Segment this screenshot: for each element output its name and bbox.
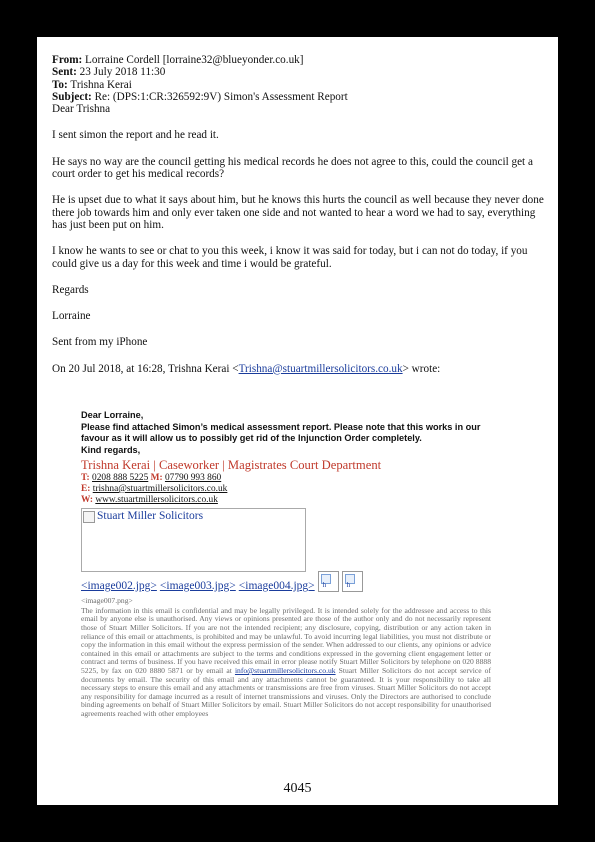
sent-label: Sent: bbox=[52, 66, 77, 79]
email-value[interactable]: trishna@stuartmillersolicitors.co.uk bbox=[92, 483, 228, 494]
disclaimer-email-link[interactable]: info@stuartmillersolicitors.co.uk bbox=[234, 665, 336, 675]
quote-intro bbox=[52, 363, 552, 375]
quoted-kind-regards: Kind regards, bbox=[81, 444, 141, 455]
broken-image-thumb-1[interactable] bbox=[318, 571, 339, 592]
disclaimer-part-1: The information in this email is confidential and may be legally privileged. It is intended solely for the addressee and access to this email by anyone else is unauthorised. Any views or opinions presented are those of the author only and do not necessarily represent those of Stuart Miller Solicitors. If you are not the intended recipient; any disclosure, copying, distribution or any action taken in reliance of this email or attachments, is prohibited and may be unlawful. To avoid incurring legal liabilities, you must not distribute or copy the information in this email without the express permission of the sender. When addressed to our clients, any opinions or advice contained in this email or attachments are subject to the terms and conditions expressed in the governing client engagement letter or contract and terms of business. If you have received this email in error please notify Stuart Miller Solicitors by telephone on 020 8888 5225, by fax on 020 8880 5871 or by email at bbox=[81, 605, 491, 675]
email-label: E: bbox=[81, 483, 91, 494]
subject-value: Re: (DPS:1:CR:326592:9V) Simon's Assessment Report bbox=[94, 90, 348, 103]
subject-label: Subject: bbox=[52, 90, 92, 103]
mobile-label: M: bbox=[150, 473, 163, 484]
sender-name: Lorraine bbox=[52, 310, 91, 323]
greeting: Dear Trishna bbox=[52, 103, 111, 116]
quote-intro-pre: On 20 Jul 2018, at 16:28, Trishna Kerai < bbox=[52, 362, 239, 375]
from-value: Lorraine Cordell [lorraine32@blueyonder.co.uk] bbox=[85, 54, 304, 66]
paragraph-3: He is upset due to what it says about him, but he knows this hurts the council as well because they never done there job towards him and only ever taken one side and not wanted to hear a word we had to say, everything has just been put on him. bbox=[52, 194, 544, 231]
quote-email-link[interactable]: Trishna@stuartmillersolicitors.co.uk bbox=[238, 362, 403, 375]
quote-intro-post: > wrote: bbox=[402, 362, 441, 375]
web-label: W: bbox=[81, 494, 93, 505]
mobile-value[interactable]: 07790 993 860 bbox=[164, 473, 222, 484]
sent-value: 23 July 2018 11:30 bbox=[79, 66, 166, 79]
web-value[interactable]: www.stuartmillersolicitors.co.uk bbox=[95, 494, 218, 505]
image-attachments bbox=[81, 576, 491, 592]
image-link-002[interactable]: <image002.jpg> bbox=[81, 580, 157, 593]
quoted-message bbox=[81, 410, 491, 718]
signature-name: Trishna Kerai | Caseworker | Magistrates Court Department bbox=[81, 458, 382, 473]
phone-value[interactable]: 0208 888 5225 bbox=[92, 473, 149, 484]
image-link-003[interactable]: <image003.jpg> bbox=[159, 580, 236, 593]
logo-image-placeholder[interactable] bbox=[81, 508, 306, 572]
logo-alt-text: Stuart Miller Solicitors bbox=[97, 510, 204, 523]
regards: Regards bbox=[52, 283, 89, 296]
from-label: From: bbox=[52, 54, 83, 66]
email-body bbox=[52, 54, 552, 375]
sent-from: Sent from my iPhone bbox=[52, 336, 148, 349]
image007-label: <image007.png> bbox=[81, 596, 133, 606]
broken-image-icon bbox=[83, 511, 95, 523]
disclaimer bbox=[81, 607, 491, 719]
paragraph-4: I know he wants to see or chat to you this week, i know it was said for today, but i can not do today, if you could give us a day for this week and time i would be grateful. bbox=[52, 245, 528, 270]
document-page bbox=[37, 37, 558, 805]
contact-block bbox=[81, 473, 491, 505]
to-value: Trishna Kerai bbox=[70, 78, 132, 91]
to-label: To: bbox=[52, 78, 68, 91]
image-link-004[interactable]: <image004.jpg> bbox=[238, 580, 315, 593]
thumb-alt-text: h bbox=[346, 581, 351, 590]
quoted-line-2: favour as it will allow us to possibly get rid of the Injunction Order completely. bbox=[81, 433, 422, 444]
quoted-line-1: Please find attached Simon’s medical assessment report. Please note that this works in our bbox=[81, 421, 481, 432]
email-header bbox=[52, 54, 552, 115]
phone-label: T: bbox=[81, 473, 90, 484]
thumb-alt-text: h bbox=[322, 581, 327, 590]
paragraph-2: He says no way are the council getting his medical records he does not agree to this, could the council get a court order to get his medical records? bbox=[52, 155, 533, 181]
page-number: 4045 bbox=[283, 781, 312, 796]
quoted-greeting: Dear Lorraine, bbox=[81, 410, 144, 420]
disclaimer-part-2: Stuart Miller Solicitors do not accept service of documents by email. The security of this email and any attachments cannot be guaranteed. It is your responsibility to take all necessary steps to ensure this email and any attachments or transmissions are free from viruses. Stuart Miller Solicitors do not accept any responsibility for damage incurred as a result of internet transmissions and viruses. Only the Directors are authorised to conclude binding agreements on behalf of Stuart Miller Solicitors by email. Stuart Miller Solicitors do not accept responsibility for unauthorised agreements reached with other employees bbox=[81, 665, 491, 718]
paragraph-1: I sent simon the report and he read it. bbox=[52, 129, 219, 142]
broken-image-thumb-2[interactable] bbox=[342, 571, 363, 592]
